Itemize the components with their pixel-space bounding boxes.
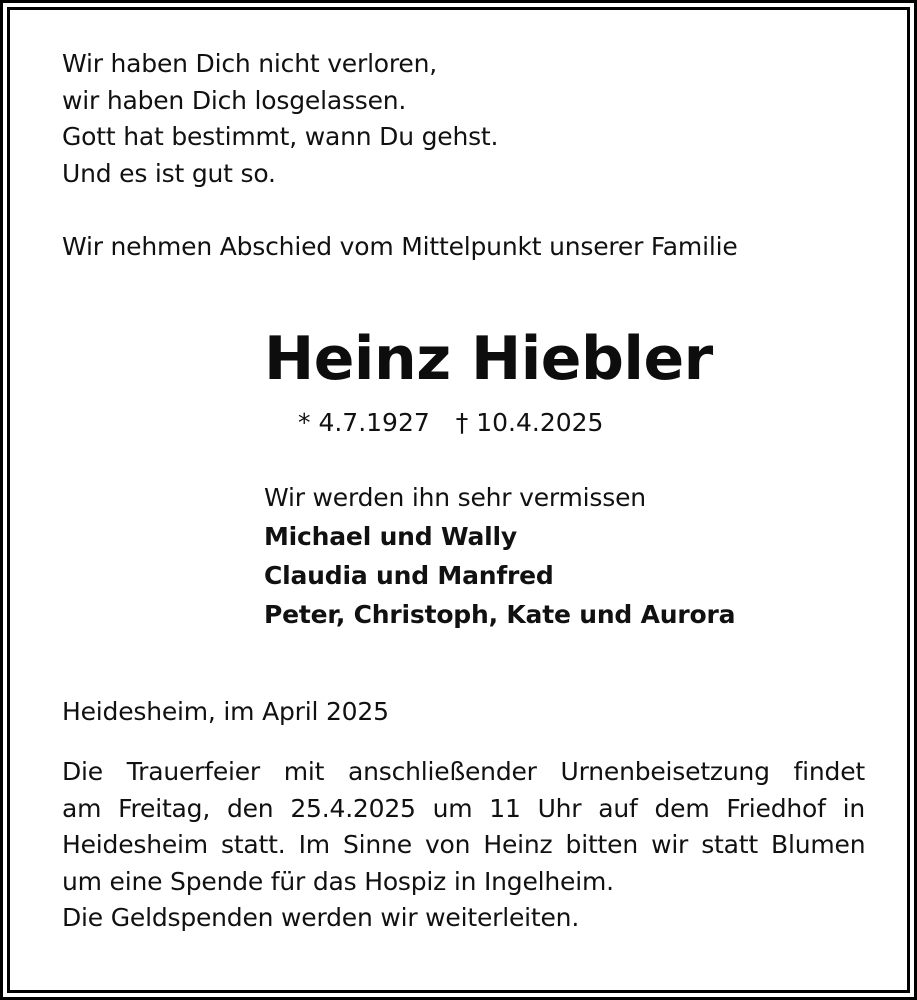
deceased-name: Heinz Hiebler bbox=[264, 324, 713, 394]
life-dates bbox=[298, 405, 603, 441]
death-date: † 10.4.2025 bbox=[455, 408, 604, 437]
place-and-date: Heidesheim, im April 2025 bbox=[62, 697, 389, 726]
notice-line: am Freitag, den 25.4.2025 um 11 Uhr auf dem Friedhof in bbox=[62, 793, 865, 823]
mourners-block bbox=[264, 478, 735, 634]
notice-line: um eine Spende für das Hospiz in Ingelheim. bbox=[62, 866, 614, 896]
mourner-family: Claudia und Manfred bbox=[264, 561, 554, 590]
notice-line: Die Geldspenden werden wir weiterleiten. bbox=[62, 903, 580, 932]
poem-line: wir haben Dich losgelassen. bbox=[62, 85, 407, 115]
farewell-text: Wir nehmen Abschied vom Mittelpunkt unserer Familie bbox=[62, 232, 738, 261]
poem bbox=[62, 46, 498, 192]
poem-line: Wir haben Dich nicht verloren, bbox=[62, 49, 438, 78]
mourner-family: Michael und Wally bbox=[264, 522, 517, 551]
mourner-family: Peter, Christoph, Kate und Aurora bbox=[264, 600, 736, 629]
birth-date: * 4.7.1927 bbox=[298, 408, 430, 437]
notice-line: Die Trauerfeier mit anschließender Urnenbeisetzung findet bbox=[62, 757, 865, 786]
poem-line: Gott hat bestimmt, wann Du gehst. bbox=[62, 122, 499, 151]
notice-line: Heidesheim statt. Im Sinne von Heinz bitten wir statt Blumen bbox=[62, 830, 866, 859]
poem-line: Und es ist gut so. bbox=[62, 158, 276, 188]
mourners-intro: Wir werden ihn sehr vermissen bbox=[264, 483, 646, 512]
funeral-notice bbox=[62, 754, 865, 937]
